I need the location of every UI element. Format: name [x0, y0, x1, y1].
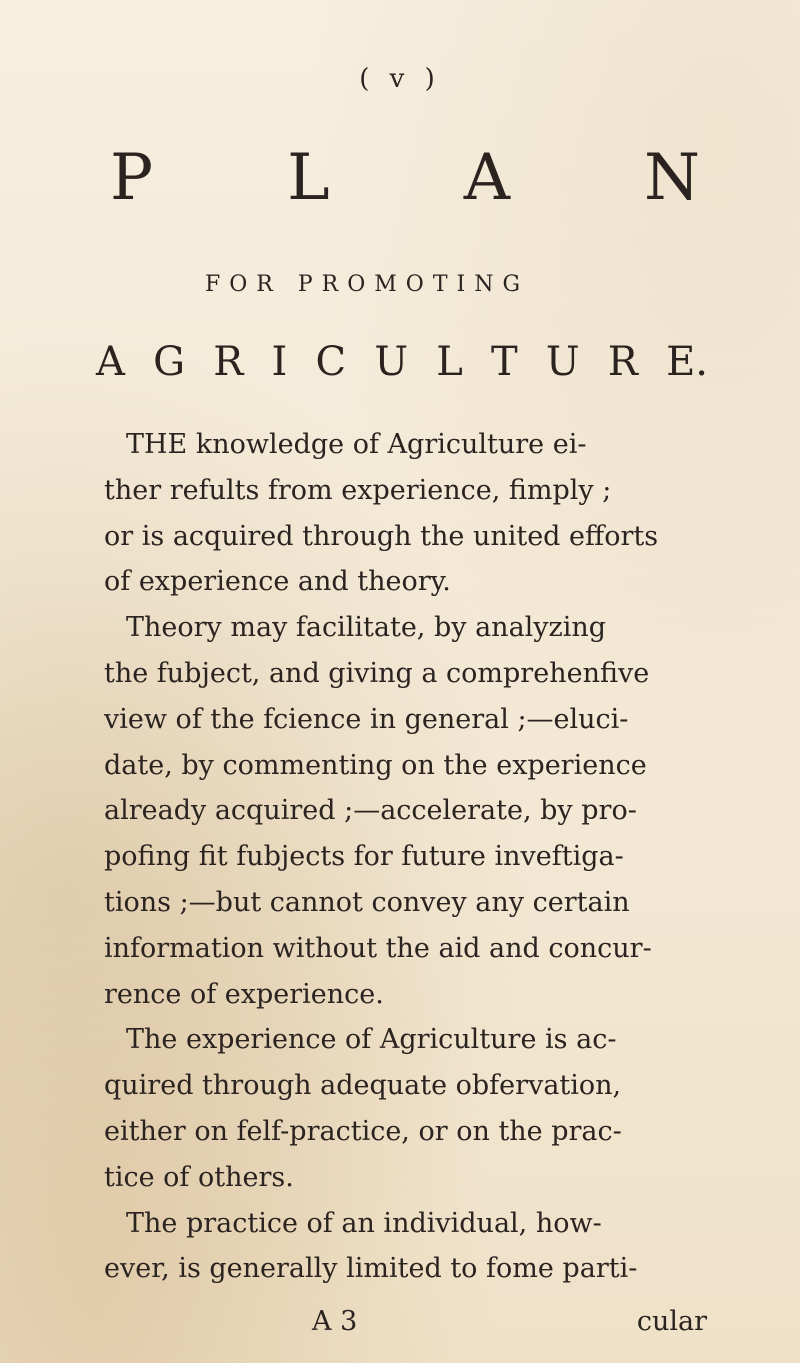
plan-letter: A [463, 141, 510, 215]
text-line: view of the fcience in general ;—eluci- [104, 703, 629, 735]
text-line: ther refults from experience, fimply ; [104, 474, 612, 506]
plan-letter: N [643, 141, 700, 215]
text-line: of experience and theory. [104, 566, 451, 598]
page-number: ( v ) [359, 64, 441, 94]
text-line: THE knowledge of Agriculture ei- [126, 429, 587, 460]
plan-letter: L [287, 141, 330, 215]
text-line: already acquired ;—accelerate, by pro- [104, 795, 637, 827]
catchword: cular [636, 1306, 707, 1337]
text-line: pofing fit fubjects for future inveftiga- [104, 841, 624, 873]
plan-heading [110, 141, 700, 215]
text-line: The experience of Agriculture is ac- [126, 1024, 617, 1056]
title-letter: T [490, 339, 518, 385]
text-line: quired through adequate obfervation, [104, 1070, 622, 1102]
title-letter: R [213, 339, 244, 385]
title-letter: L [436, 339, 463, 385]
text-line: The practice of an individual, how- [126, 1207, 602, 1239]
title-letter: I [271, 339, 288, 385]
title-letter: R [607, 339, 638, 385]
text-line: tions ;—but cannot convey any certain [104, 886, 630, 918]
subtitle: FOR PROMOTING [205, 272, 530, 297]
plan-letter: P [110, 141, 154, 215]
text-line: the fubject, and giving a comprehenfive [104, 657, 650, 689]
text-line: or is acquired through the united efforts [104, 520, 659, 552]
title-letter: E. [666, 339, 708, 385]
text-line: information without the aid and concur- [104, 932, 652, 964]
body-text [104, 422, 704, 1292]
text-line: rence of experience. [104, 978, 384, 1010]
title-letter: A [96, 339, 125, 385]
text-line: date, by commenting on the experience [104, 749, 647, 781]
text-line: Theory may facilitate, by analyzing [126, 612, 607, 644]
title-letter: U [374, 339, 409, 385]
page-footer [312, 1306, 707, 1337]
text-line: ever, is generally limited to fome parti- [104, 1253, 638, 1285]
title-letter: G [153, 339, 186, 385]
signature-mark: A 3 [312, 1306, 358, 1337]
title-letter: U [545, 339, 580, 385]
text-line: tice of others. [104, 1161, 294, 1193]
text-line: either on felf-practice, or on the prac- [104, 1115, 622, 1147]
title-agriculture [96, 339, 708, 385]
title-letter: C [315, 339, 347, 385]
